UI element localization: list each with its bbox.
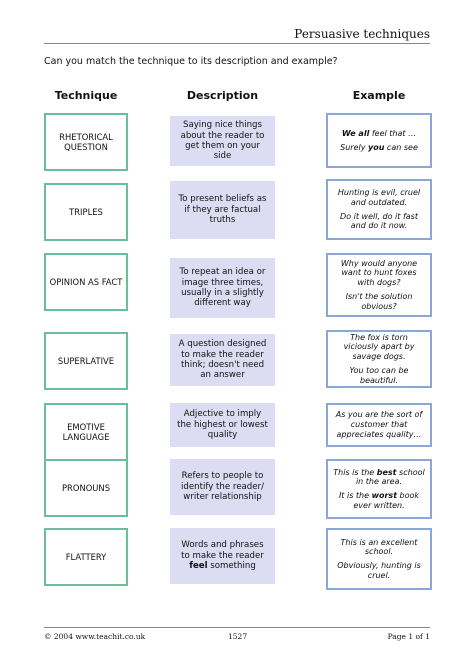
- technique-card[interactable]: [44, 528, 128, 586]
- example-line: [333, 292, 425, 312]
- example-card[interactable]: [326, 113, 432, 168]
- technique-card[interactable]: [44, 253, 128, 311]
- emphasis-text: best: [376, 467, 397, 477]
- example-line: [333, 212, 425, 232]
- example-card[interactable]: [326, 528, 432, 590]
- example-line: [342, 129, 416, 139]
- technique-card[interactable]: [44, 183, 128, 241]
- text-run: Why would anyone want to hunt foxes with dogs?: [340, 258, 418, 288]
- technique-label: FLATTERY: [65, 551, 107, 562]
- example-line: [333, 188, 425, 208]
- description-card[interactable]: [170, 116, 275, 166]
- technique-label: TRIPLES: [69, 206, 103, 217]
- example-card[interactable]: [326, 330, 432, 388]
- emphasis-text: worst: [371, 491, 398, 500]
- text-run: Obviously, hunting is cruel.: [337, 561, 421, 580]
- description-text: To present beliefs as if they are factual truths: [178, 194, 267, 226]
- example-card[interactable]: [326, 459, 432, 519]
- description-text: Saying nice things about the reader to get them on your side: [180, 120, 265, 162]
- header-divider: [44, 43, 430, 44]
- text-run: The fox is torn viciously apart by savage dogs.: [343, 332, 415, 362]
- technique-label: SUPERLATIVE: [57, 355, 115, 366]
- description-column-header: Description: [186, 89, 259, 102]
- emphasis-text: feel: [189, 561, 208, 572]
- example-line: [333, 561, 425, 581]
- technique-card[interactable]: [44, 403, 128, 461]
- text-run: something: [207, 561, 256, 572]
- example-card[interactable]: [326, 403, 432, 447]
- text-run: It is the: [338, 491, 372, 500]
- emphasis-text: you: [367, 142, 385, 152]
- technique-label: OPINION AS FACT: [49, 276, 123, 287]
- description-text: A question designed to make the reader think; doesn't need an answer: [178, 339, 267, 381]
- text-run: Hunting is evil, cruel and outdated.: [337, 188, 421, 207]
- emphasis-text: We all: [341, 128, 370, 138]
- text-run: Words and phrases to make the reader: [181, 540, 264, 561]
- text-run: Surely: [340, 142, 368, 152]
- text-run: book ever written.: [353, 491, 420, 510]
- description-card[interactable]: [170, 334, 275, 386]
- text-run: school in the area.: [355, 467, 425, 487]
- description-card[interactable]: [170, 459, 275, 515]
- description-text: Refers to people to identify the reader/ writer relationship: [181, 471, 264, 503]
- page-title: Persuasive techniques: [294, 27, 430, 41]
- text-run: Do it well, do it fast and do it now.: [340, 211, 418, 231]
- technique-label: RHETORICAL QUESTION: [59, 131, 113, 152]
- description-text: To repeat an idea or image three times, usually in a slightly different way: [179, 267, 266, 309]
- example-line: [340, 143, 418, 153]
- text-run: This is the: [333, 467, 377, 477]
- footer-document-number: 1527: [228, 632, 248, 641]
- example-line: [333, 468, 425, 488]
- example-column-header: Example: [352, 89, 406, 102]
- text-run: This is an excellent school.: [340, 537, 418, 557]
- example-card[interactable]: [326, 179, 432, 240]
- technique-label: PRONOUNS: [61, 482, 111, 493]
- example-line: [333, 366, 425, 386]
- description-card[interactable]: [170, 528, 275, 584]
- text-run: As you are the sort of customer that appreciates quality…: [335, 410, 423, 439]
- technique-column-header: Technique: [54, 89, 118, 102]
- example-line: [333, 538, 425, 558]
- technique-card[interactable]: [44, 113, 128, 171]
- instruction-text: Can you match the technique to its description and example?: [44, 56, 338, 67]
- footer-divider: [44, 627, 430, 628]
- text-run: Isn't the solution obvious?: [345, 291, 413, 311]
- description-card[interactable]: [170, 403, 275, 447]
- technique-card[interactable]: [44, 459, 128, 517]
- example-line: [333, 410, 425, 439]
- description-card[interactable]: [170, 258, 275, 318]
- example-line: [333, 491, 425, 511]
- example-line: [333, 333, 425, 362]
- example-card[interactable]: [326, 253, 432, 317]
- footer-copyright: © 2004 www.teachit.co.uk: [44, 632, 146, 641]
- text-run: feel that …: [369, 128, 417, 138]
- example-line: [333, 259, 425, 288]
- description-card[interactable]: [170, 181, 275, 239]
- technique-label: EMOTIVE LANGUAGE: [62, 421, 110, 442]
- description-text: Adjective to imply the highest or lowest quality: [177, 409, 268, 441]
- description-text: [176, 540, 269, 571]
- text-run: You too can be beautiful.: [349, 365, 409, 385]
- technique-card[interactable]: [44, 332, 128, 390]
- footer-page-number: Page 1 of 1: [387, 632, 430, 641]
- text-run: can see: [384, 142, 418, 152]
